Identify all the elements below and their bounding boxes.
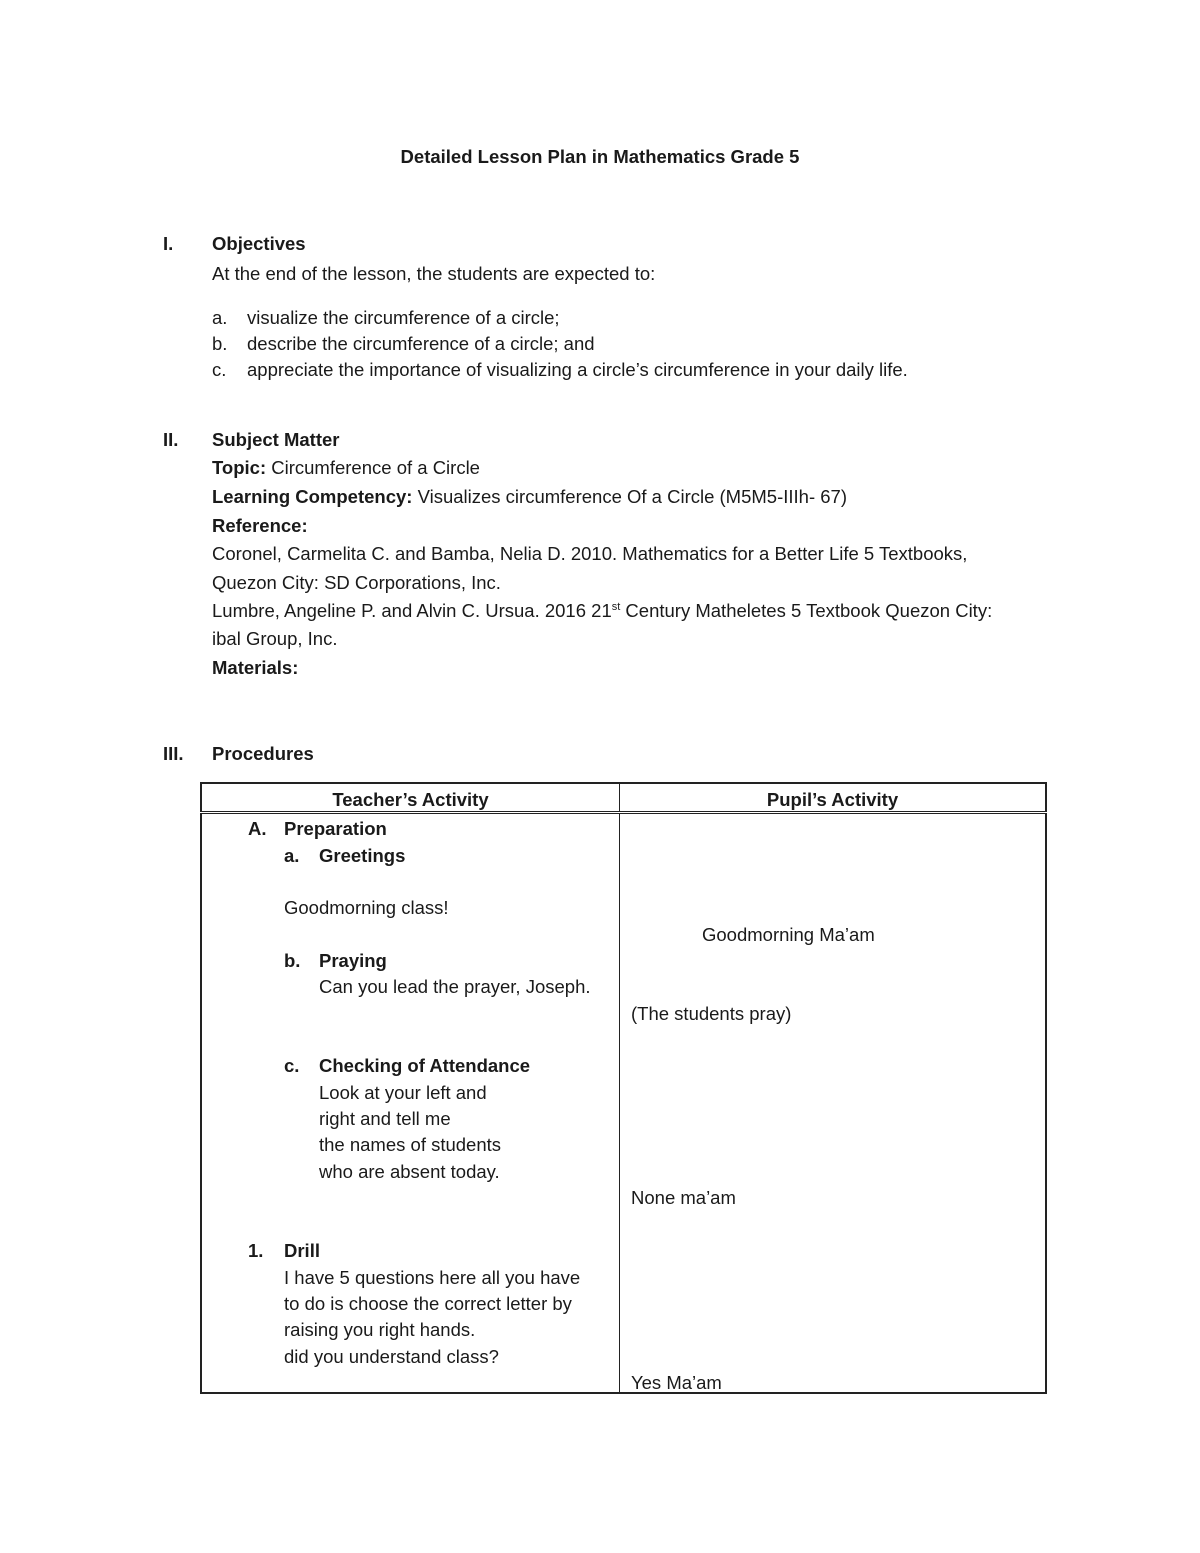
attendance-line-3: the names of students: [319, 1134, 502, 1155]
praying-text: Can you lead the prayer, Joseph.: [319, 976, 591, 997]
drill-line-4: did you understand class?: [284, 1346, 499, 1367]
pupil-activity-header: Pupil’s Activity: [620, 783, 1047, 813]
procedures-heading: Procedures: [212, 743, 314, 764]
drill-line-3: raising you right hands.: [284, 1319, 476, 1340]
attendance-marker: c.: [284, 1055, 300, 1076]
objective-item-b: describe the circumference of a circle; and: [247, 333, 595, 354]
teacher-activity-header: Teacher’s Activity: [201, 783, 620, 813]
reference-1-line-1: Coronel, Carmelita C. and Bamba, Nelia D. 2010. Mathematics for a Better Life 5 Textbooks,: [212, 543, 968, 564]
topic-value: Circumference of a Circle: [266, 457, 480, 478]
objectives-intro: At the end of the lesson, the students are expected to:: [212, 263, 656, 284]
materials-label: Materials:: [212, 657, 299, 678]
attendance-reply: None ma’am: [631, 1187, 736, 1208]
topic-label: Topic:: [212, 457, 267, 478]
greetings-label: Greetings: [319, 845, 406, 866]
greetings-marker: a.: [284, 845, 300, 866]
competency-value: Visualizes circumference Of a Circle (M5M5-IIIh- 67): [412, 486, 847, 507]
topic-line: [212, 457, 480, 479]
objectives-numeral: I.: [163, 233, 174, 254]
reference-2-part-a: Lumbre, Angeline P. and Alvin C. Ursua. 2016 21: [212, 600, 612, 621]
drill-line-1: I have 5 questions here all you have: [284, 1267, 581, 1288]
reference-2-superscript: st: [611, 600, 621, 613]
competency-label: Learning Competency:: [212, 486, 413, 507]
attendance-label: Checking of Attendance: [319, 1055, 531, 1076]
objective-item-a: visualize the circumference of a circle;: [247, 307, 560, 328]
objective-item-c: appreciate the importance of visualizing a circle’s circumference in your daily life.: [247, 359, 908, 380]
pupil-activity-cell: [620, 813, 1047, 1394]
greetings-text: Goodmorning class!: [284, 897, 449, 918]
attendance-line-4: who are absent today.: [319, 1161, 500, 1182]
greetings-reply: Goodmorning Ma’am: [702, 924, 875, 945]
reference-2-part-b: Century Matheletes 5 Textbook Quezon City:: [620, 600, 993, 621]
drill-line-2: to do is choose the correct letter by: [284, 1293, 572, 1314]
teacher-activity-cell: [201, 813, 620, 1394]
subject-matter-heading: Subject Matter: [212, 429, 340, 450]
drill-reply: Yes Ma’am: [631, 1372, 722, 1393]
page-title: Detailed Lesson Plan in Mathematics Grade 5: [400, 146, 800, 167]
objective-marker-c: c.: [212, 359, 227, 380]
praying-marker: b.: [284, 950, 301, 971]
subject-matter-numeral: II.: [163, 429, 179, 450]
preparation-marker: A.: [248, 818, 267, 839]
procedures-table: [200, 782, 1047, 1394]
table-header-row: [201, 783, 1046, 813]
reference-1-line-2: Quezon City: SD Corporations, Inc.: [212, 572, 501, 593]
drill-label: Drill: [284, 1240, 320, 1261]
drill-marker: 1.: [248, 1240, 264, 1261]
reference-2-line-1: [212, 600, 992, 622]
praying-reply: (The students pray): [631, 1003, 792, 1024]
reference-2-line-2: ibal Group, Inc.: [212, 628, 338, 649]
competency-line: [212, 486, 847, 508]
table-row: [201, 813, 1046, 1394]
procedures-numeral: III.: [163, 743, 184, 764]
objectives-heading: Objectives: [212, 233, 306, 254]
praying-label: Praying: [319, 950, 387, 971]
attendance-line-1: Look at your left and: [319, 1082, 487, 1103]
attendance-line-2: right and tell me: [319, 1108, 451, 1129]
reference-label: Reference:: [212, 515, 308, 536]
objective-marker-b: b.: [212, 333, 228, 354]
objective-marker-a: a.: [212, 307, 228, 328]
preparation-label: Preparation: [284, 818, 387, 839]
